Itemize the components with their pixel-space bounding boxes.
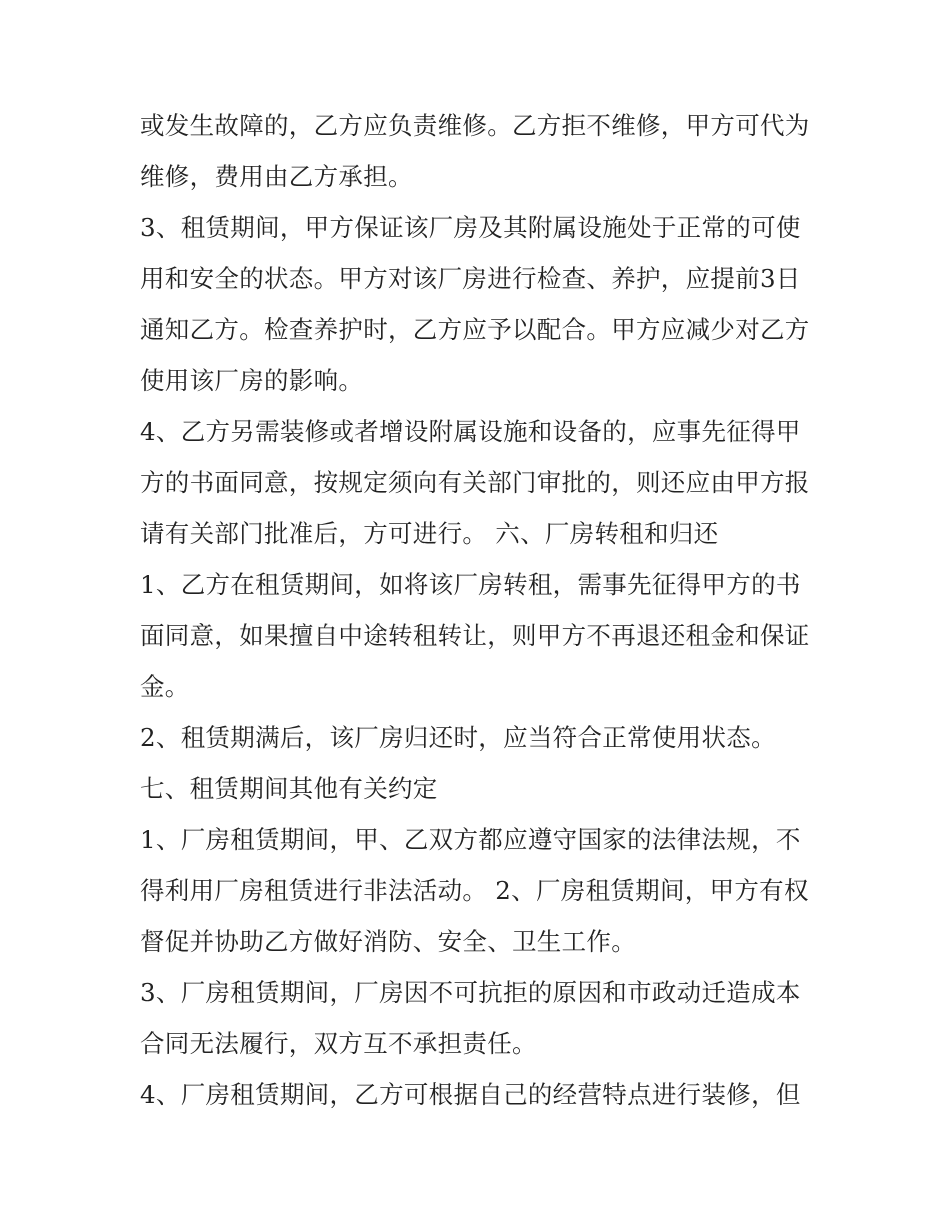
text-line: 3、厂房租赁期间，厂房因不可抗拒的原因和市政动迁造成本 xyxy=(140,978,801,1007)
text-line: 合同无法履行，双方互不承担责任。 xyxy=(140,1029,537,1058)
text-line: 七、租赁期间其他有关约定 xyxy=(140,774,438,803)
text-line: 1、厂房租赁期间，甲、乙双方都应遵守国家的法律法规，不 xyxy=(140,825,801,854)
text-line: 得利用厂房租赁进行非法活动。 2、厂房租赁期间，甲方有权 xyxy=(140,876,809,905)
text-line: 督促并协助乙方做好消防、安全、卫生工作。 xyxy=(140,927,636,956)
text-line: 面同意，如果擅自中途转租转让，则甲方不再退还租金和保证 xyxy=(140,621,810,650)
text-line: 4、乙方另需装修或者增设附属设施和设备的，应事先征得甲 xyxy=(140,417,801,446)
text-line: 1、乙方在租赁期间，如将该厂房转租，需事先征得甲方的书 xyxy=(140,570,801,599)
document-body xyxy=(140,100,820,1120)
text-line: 请有关部门批准后，方可进行。 六、厂房转租和归还 xyxy=(140,519,719,548)
text-line: 通知乙方。检查养护时，乙方应予以配合。甲方应减少对乙方 xyxy=(140,315,810,344)
text-line: 3、租赁期间，甲方保证该厂房及其附属设施处于正常的可使 xyxy=(140,213,801,242)
text-line: 使用该厂房的影响。 xyxy=(140,366,364,395)
text-line: 用和安全的状态。甲方对该厂房进行检查、养护，应提前3日 xyxy=(140,264,801,293)
text-line: 2、租赁期满后，该厂房归还时，应当符合正常使用状态。 xyxy=(140,723,776,752)
text-line: 方的书面同意，按规定须向有关部门审批的，则还应由甲方报 xyxy=(140,468,810,497)
text-line: 金。 xyxy=(140,672,190,701)
text-line: 4、厂房租赁期间，乙方可根据自己的经营特点进行装修，但 xyxy=(140,1080,801,1109)
text-line: 或发生故障的，乙方应负责维修。乙方拒不维修，甲方可代为 xyxy=(140,111,810,140)
text-line: 维修，费用由乙方承担。 xyxy=(140,162,413,191)
